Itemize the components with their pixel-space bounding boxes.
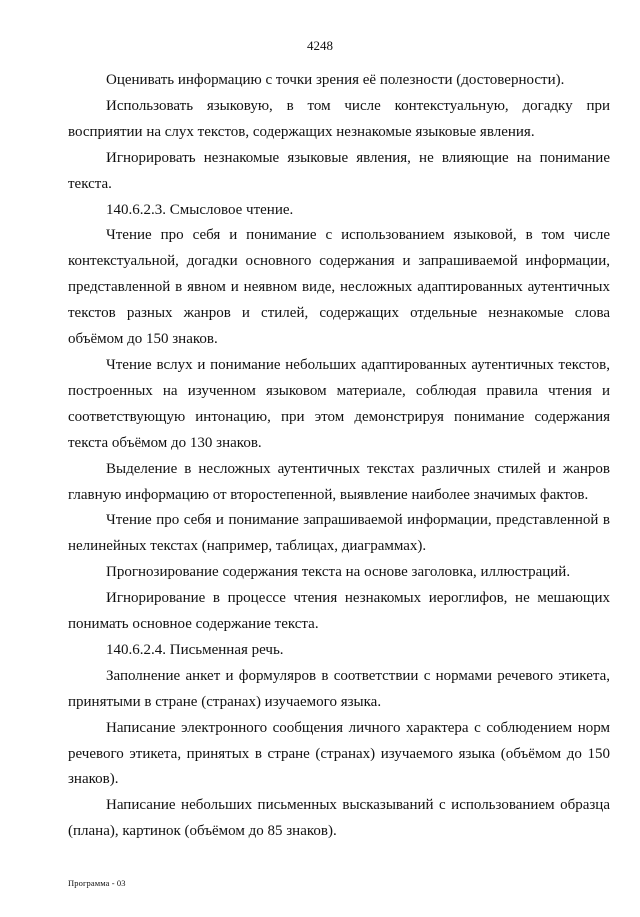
paragraph-evaluate-info: Оценивать информацию с точки зрения её полезности (достоверности). <box>106 72 565 88</box>
section-heading-writing: 140.6.2.4. Письменная речь. <box>106 641 284 658</box>
paragraph-main-info: Выделение в несложных аутентичных текстах различных стилей и жанров главную информацию от второстепенной, выявление наиболее значимых фактов. <box>68 460 610 503</box>
paragraph-email: Написание электронного сообщения личного характера с соблюдением норм речевого этикета, принятых в стране (странах) изучаемого языка (объёмом до 150 знаков). <box>68 719 610 788</box>
page-footer: Программа - 03 <box>68 878 126 888</box>
page-body <box>68 68 610 845</box>
paragraph-silent-reading: Чтение про себя и понимание с использованием языковой, в том числе контекстуальной, догадки основного содержания и запрашиваемой информации, представленной в явном и неявном виде, несложных адаптированных аутентичных текстов разных жанров и стилей, содержащих отдельные незнакомые слова объёмом до 150 знаков. <box>68 227 610 348</box>
paragraph-nonlinear-texts: Чтение про себя и понимание запрашиваемой информации, представленной в нелинейных текстах (например, таблицах, диаграммах). <box>68 512 610 555</box>
paragraph-ignore-phenomena: Игнорировать незнакомые языковые явления, не влияющие на понимание текста. <box>68 149 610 192</box>
section-heading-reading: 140.6.2.3. Смысловое чтение. <box>106 201 294 218</box>
paragraph-language-guess: Использовать языковую, в том числе контекстуальную, догадку при восприятии на слух текстов, содержащих незнакомые языковые явления. <box>68 97 610 140</box>
paragraph-short-statements: Написание небольших письменных высказываний с использованием образца (плана), картинок (объёмом до 85 знаков). <box>68 797 610 840</box>
paragraph-forms: Заполнение анкет и формуляров в соответствии с нормами речевого этикета, принятыми в стране (странах) изучаемого языка. <box>68 667 610 710</box>
paragraph-reading-aloud: Чтение вслух и понимание небольших адаптированных аутентичных текстов, построенных на изученном языковом материале, соблюдая правила чтения и соответствующую интонацию, при этом демонстрируя понимание содержания текста объёмом до 130 знаков. <box>68 356 610 451</box>
paragraph-ignore-hieroglyphs: Игнорирование в процессе чтения незнакомых иероглифов, не мешающих понимать основное содержание текста. <box>68 590 610 633</box>
page-number: 4248 <box>307 38 333 53</box>
paragraph-forecasting: Прогнозирование содержания текста на основе заголовка, иллюстраций. <box>106 564 571 581</box>
